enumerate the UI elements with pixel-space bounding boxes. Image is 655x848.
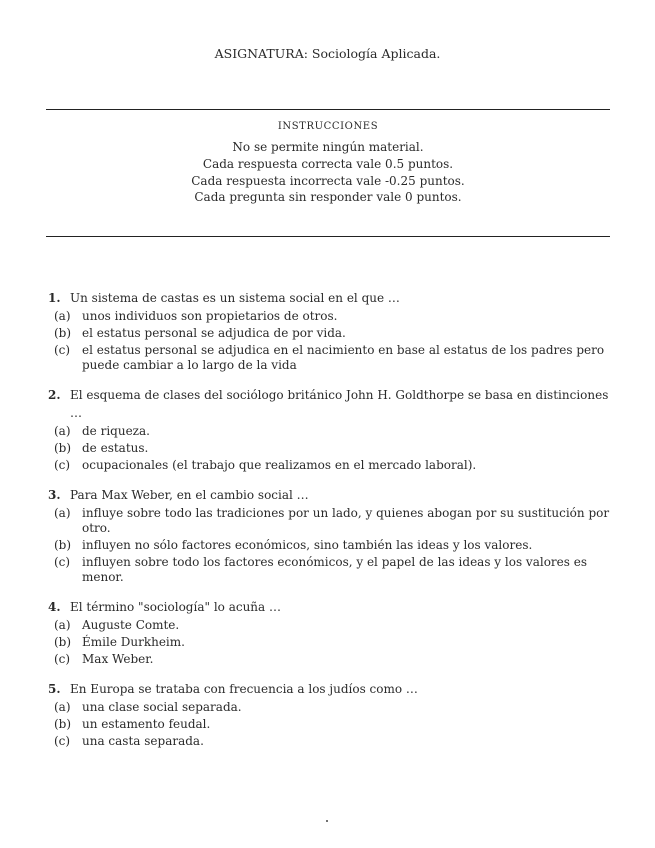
option-list [48, 424, 612, 473]
option-text: de estatus. [82, 441, 149, 455]
question-number: 3. [48, 488, 61, 502]
option-text: una clase social separada. [82, 700, 242, 714]
option-b [48, 326, 612, 341]
option-a [48, 618, 612, 633]
option-b [48, 635, 612, 650]
page-footer-mark [326, 820, 328, 822]
option-label: (b) [54, 326, 72, 340]
question-text: Para Max Weber, en el cambio social … [70, 488, 309, 502]
option-c [48, 343, 612, 373]
bottom-divider [46, 236, 610, 237]
option-label: (c) [54, 734, 71, 748]
question-stem [48, 289, 612, 307]
option-c [48, 458, 612, 473]
option-c [48, 555, 612, 585]
question-stem [48, 680, 612, 698]
question-text: El término "sociología" lo acuña … [70, 600, 281, 614]
option-label: (b) [54, 441, 72, 455]
option-label: (c) [54, 652, 71, 666]
option-b [48, 538, 612, 553]
question-stem [48, 486, 612, 504]
option-text: ocupacionales (el trabajo que realizamos en el mercado laboral). [82, 458, 477, 472]
question-number: 5. [48, 682, 61, 696]
question-text: En Europa se trataba con frecuencia a los judíos como … [70, 682, 418, 696]
option-text: el estatus personal se adjudica en el nacimiento en base al estatus de los padres pero puede cambiar a lo largo de la vida [82, 343, 605, 372]
option-label: (a) [54, 506, 71, 520]
question-stem [48, 386, 612, 422]
option-text: Max Weber. [82, 652, 154, 666]
option-label: (b) [54, 635, 72, 649]
question-number: 4. [48, 600, 61, 614]
instruction-line: Cada pregunta sin responder vale 0 puntos. [194, 190, 462, 205]
option-list [48, 309, 612, 373]
option-a [48, 506, 612, 536]
option-label: (b) [54, 538, 72, 552]
option-text: Émile Durkheim. [82, 635, 185, 649]
instructions-box [46, 121, 610, 206]
option-label: (c) [54, 343, 71, 357]
option-label: (a) [54, 309, 71, 323]
question-4 [48, 598, 612, 667]
option-text: el estatus personal se adjudica de por vida. [82, 326, 346, 340]
option-b [48, 441, 612, 456]
question-2 [48, 386, 612, 473]
option-label: (b) [54, 717, 72, 731]
option-text: influye sobre todo las tradiciones por un lado, y quienes abogan por su sustitución por otro. [82, 506, 610, 535]
instructions-heading: INSTRUCCIONES [277, 121, 379, 132]
option-b [48, 717, 612, 732]
option-a [48, 700, 612, 715]
subject-title: ASIGNATURA: Sociología Aplicada. [214, 46, 441, 61]
option-list [48, 700, 612, 749]
option-text: influyen sobre todo los factores económicos, y el papel de las ideas y los valores es menor. [82, 555, 587, 584]
question-text: El esquema de clases del sociólogo británico John H. Goldthorpe se basa en distinciones … [70, 388, 609, 420]
option-c [48, 734, 612, 749]
option-c [48, 652, 612, 667]
option-a [48, 424, 612, 439]
option-label: (c) [54, 458, 71, 472]
question-number: 2. [48, 388, 61, 402]
option-text: de riqueza. [82, 424, 150, 438]
question-1 [48, 289, 612, 373]
option-label: (a) [54, 424, 71, 438]
top-divider [46, 109, 610, 110]
question-5 [48, 680, 612, 749]
option-text: influyen no sólo factores económicos, sino también las ideas y los valores. [82, 538, 533, 552]
option-text: una casta separada. [82, 734, 204, 748]
question-list [48, 289, 612, 762]
instruction-line: No se permite ningún material. [232, 140, 424, 154]
question-3 [48, 486, 612, 585]
option-text: un estamento feudal. [82, 717, 211, 731]
option-label: (a) [54, 618, 71, 632]
instruction-line: Cada respuesta correcta vale 0.5 puntos. [202, 156, 454, 171]
instruction-line: Cada respuesta incorrecta vale -0.25 puntos. [191, 173, 465, 188]
question-text: Un sistema de castas es un sistema social en el que … [70, 291, 400, 305]
option-label: (a) [54, 700, 71, 714]
option-a [48, 309, 612, 324]
option-text: Auguste Comte. [82, 618, 180, 632]
question-number: 1. [48, 291, 61, 305]
question-stem [48, 598, 612, 616]
option-label: (c) [54, 555, 71, 569]
option-list [48, 618, 612, 667]
option-text: unos individuos son propietarios de otros. [82, 309, 338, 323]
option-list [48, 506, 612, 585]
